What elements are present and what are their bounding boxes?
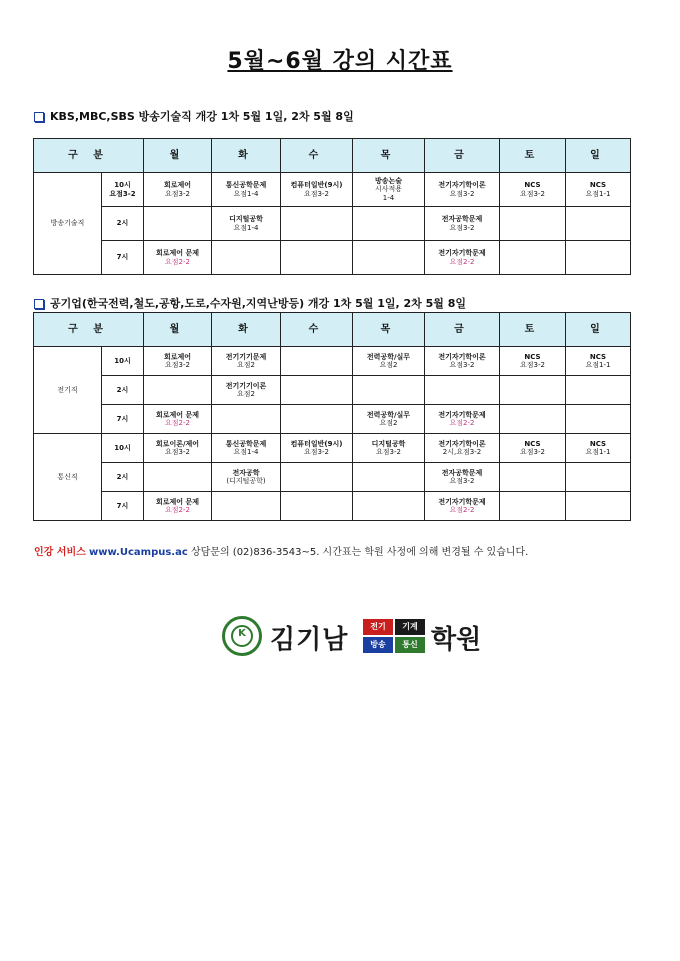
time-label (102, 207, 144, 241)
time-label: 7시 (102, 405, 144, 434)
course-detail: 1-4 (382, 193, 395, 202)
header-day: 일 (566, 139, 631, 173)
course-name: 컴퓨터일반(9시) (290, 439, 343, 448)
schedule-cell (144, 347, 212, 376)
academy-name: 김기남 (270, 625, 349, 655)
group-label: 방송기술직 (34, 173, 102, 275)
header-day: 일 (566, 313, 631, 347)
course-detail: 요점2 (379, 419, 398, 427)
schedule-cell (566, 173, 631, 207)
course-name: 전기기기문제 (225, 352, 267, 361)
time-label: 10시 (102, 347, 144, 376)
course-name: 전력공학/실무 (366, 352, 411, 361)
course-name: 통신공학문제 (225, 181, 267, 190)
schedule-cell (353, 241, 425, 275)
course-name: 회로제어 (163, 352, 192, 361)
time-label (102, 241, 144, 275)
subject-badges (363, 619, 427, 653)
academy-emblem-icon: K (222, 616, 262, 656)
course-detail: 요점1-1 (585, 189, 611, 198)
checkbox-bullet-icon (34, 112, 44, 122)
course-name: 전자공학문제 (441, 215, 483, 224)
page-title: 5월~6월 강의 시간표 (227, 49, 453, 74)
time-value: 2시 (116, 219, 129, 228)
header-day: 화 (212, 313, 281, 347)
course-detail: 시사적용 (374, 185, 403, 194)
header-day: 화 (212, 139, 281, 173)
schedule-cell (144, 241, 212, 275)
course-name: NCS (589, 352, 607, 361)
schedule-cell (212, 376, 281, 405)
schedule-cell (566, 463, 631, 492)
schedule-cell (566, 241, 631, 275)
header-day: 목 (353, 313, 425, 347)
table-row (34, 241, 631, 275)
course-detail: 요점3-2 (304, 189, 329, 198)
course-detail: 요점3-2 (304, 448, 329, 456)
schedule-cell (566, 492, 631, 521)
schedule-cell (425, 347, 500, 376)
course-name: 전자공학 (232, 468, 260, 477)
schedule-cell (500, 347, 566, 376)
course-detail: 요점2 (237, 361, 255, 369)
header-row (34, 313, 631, 347)
schedule-cell (212, 241, 281, 275)
schedule-cell (144, 434, 212, 463)
academy-logo (218, 613, 488, 663)
contact-text: 상담문의 (02)836-3543~5. 시간표는 학원 사정에 의해 변경될 수 있습니다. (190, 547, 529, 558)
schedule-cell (353, 405, 425, 434)
group-label: 전기직 (34, 347, 102, 434)
course-name: NCS (524, 181, 541, 190)
course-name: 회로제어 문제 (155, 497, 199, 506)
table-row (34, 434, 631, 463)
schedule-cell (425, 463, 500, 492)
online-service-label: 인강 서비스 (34, 547, 86, 558)
course-detail: (디지털공학) (226, 477, 266, 485)
badge-telecom: 통신 (395, 637, 425, 653)
schedule-cell (425, 376, 500, 405)
schedule-cell (566, 434, 631, 463)
checkbox-bullet-icon (34, 299, 44, 309)
course-detail: 요점1-1 (585, 361, 611, 369)
header-day: 월 (144, 313, 212, 347)
schedule-cell (212, 463, 281, 492)
badge-electric: 전기 (363, 619, 393, 635)
schedule-cell (500, 463, 566, 492)
time-label: 2시 (102, 376, 144, 405)
schedule-cell (281, 207, 353, 241)
course-name: 회로이론/제어 (155, 439, 200, 448)
course-detail: 요점1-1 (585, 448, 611, 456)
website-link[interactable]: www.Ucampus.ac (88, 547, 188, 558)
course-name: NCS (589, 439, 607, 448)
schedule-cell (425, 492, 500, 521)
schedule-cell (281, 241, 353, 275)
schedule-cell (144, 492, 212, 521)
schedule-cell (144, 207, 212, 241)
schedule-cell (425, 241, 500, 275)
header-day: 토 (500, 139, 566, 173)
table-row (34, 463, 631, 492)
course-name: 회로제어 (163, 181, 192, 190)
course-detail: 요점2-2 (165, 506, 190, 514)
header-category: 구 분 (34, 313, 144, 347)
schedule-cell (212, 492, 281, 521)
course-name: 컴퓨터일반(9시) (290, 181, 343, 190)
section2-heading: 공기업(한국전력,철도,공항,도로,수자원,지역난방등) 개강 1차 5월 1일, 2차 5월 8일 (34, 295, 466, 311)
header-day: 월 (144, 139, 212, 173)
course-detail: 요점2-2 (165, 257, 190, 266)
public-company-schedule-table (33, 312, 631, 521)
course-detail: 요점2-2 (449, 419, 475, 427)
header-day: 목 (353, 139, 425, 173)
schedule-cell (353, 347, 425, 376)
course-name: 회로제어 문제 (155, 249, 199, 258)
course-name: NCS (524, 352, 541, 361)
course-detail: 요점3-2 (449, 189, 475, 198)
course-detail: 2시,요점3-2 (442, 448, 482, 456)
header-day: 금 (425, 313, 500, 347)
schedule-cell (353, 463, 425, 492)
section1-heading: KBS,MBC,SBS 방송기술직 개강 1차 5월 1일, 2차 5월 8일 (34, 108, 354, 124)
badge-machine: 기계 (395, 619, 425, 635)
group-label: 통신직 (34, 434, 102, 521)
schedule-cell (353, 207, 425, 241)
time-label: 7시 (102, 492, 144, 521)
time-label: 10시 (102, 434, 144, 463)
header-day: 토 (500, 313, 566, 347)
course-detail: 요점1-4 (233, 189, 259, 198)
schedule-cell (281, 347, 353, 376)
course-detail: 요점2-2 (449, 506, 475, 514)
schedule-cell (212, 347, 281, 376)
broadcast-schedule-table (33, 138, 631, 275)
course-name: 전기자기학이론 (438, 439, 486, 448)
time-value: 7시 (116, 253, 129, 262)
course-name: 전기자기학문제 (438, 249, 486, 258)
schedule-cell (144, 376, 212, 405)
course-name: 전기기기이론 (225, 381, 267, 390)
schedule-cell (212, 173, 281, 207)
course-detail: 요점2-2 (449, 257, 475, 266)
time-label (102, 173, 144, 207)
header-day: 수 (281, 139, 353, 173)
schedule-cell (281, 463, 353, 492)
schedule-cell (353, 492, 425, 521)
schedule-cell (281, 376, 353, 405)
schedule-cell (425, 207, 500, 241)
course-detail: 요점3-2 (165, 189, 190, 198)
header-day: 수 (281, 313, 353, 347)
schedule-cell (500, 492, 566, 521)
table-row (34, 173, 631, 207)
course-name: 전기자기학이론 (438, 352, 486, 361)
schedule-cell (353, 376, 425, 405)
schedule-cell (500, 434, 566, 463)
schedule-cell (500, 173, 566, 207)
course-detail: 요점2 (237, 390, 255, 398)
schedule-cell (500, 241, 566, 275)
schedule-cell (281, 492, 353, 521)
course-name: 디지털공학 (371, 439, 406, 448)
schedule-cell (425, 173, 500, 207)
course-name: 디지털공학 (229, 215, 263, 224)
course-name: 전자공학문제 (441, 468, 483, 477)
course-detail: 요점3-2 (520, 361, 545, 369)
schedule-cell (425, 434, 500, 463)
schedule-cell (566, 207, 631, 241)
schedule-cell (144, 173, 212, 207)
schedule-cell (566, 347, 631, 376)
course-name: 전기자기학문제 (438, 410, 486, 419)
course-detail: 요점3-2 (165, 448, 190, 456)
course-detail: 요점2-2 (165, 419, 190, 427)
badge-broadcast: 방송 (363, 637, 393, 653)
schedule-cell (566, 405, 631, 434)
schedule-cell (500, 207, 566, 241)
schedule-cell (425, 405, 500, 434)
schedule-cell (500, 405, 566, 434)
course-detail: 요점3-2 (449, 361, 475, 369)
course-name: 전기자기학이론 (438, 181, 486, 190)
schedule-cell (212, 207, 281, 241)
schedule-cell (500, 376, 566, 405)
academy-suffix: 학원 (431, 625, 482, 655)
course-name: NCS (524, 439, 541, 448)
time-sub: 요점3-2 (109, 189, 136, 198)
schedule-cell (281, 434, 353, 463)
table-row (34, 376, 631, 405)
header-category: 구 분 (34, 139, 144, 173)
table-row (34, 347, 631, 376)
course-detail: 요점3-2 (520, 448, 545, 456)
course-detail: 요점3-2 (449, 223, 475, 232)
course-name: NCS (589, 181, 607, 190)
course-detail: 요점3-2 (376, 448, 401, 456)
table-row (34, 405, 631, 434)
header-row (34, 139, 631, 173)
course-detail: 요점3-2 (449, 477, 475, 485)
schedule-cell (212, 405, 281, 434)
schedule-cell (281, 173, 353, 207)
schedule-cell (353, 173, 425, 207)
schedule-cell (353, 434, 425, 463)
course-detail: 요점3-2 (520, 189, 545, 198)
course-name: 통신공학문제 (225, 439, 267, 448)
course-name: 전기자기학문제 (438, 497, 486, 506)
table-row (34, 492, 631, 521)
course-detail: 요점3-2 (165, 361, 190, 369)
table-row (34, 207, 631, 241)
time-value: 10시 (114, 181, 131, 190)
course-detail: 요점1-4 (233, 223, 259, 232)
course-name: 회로제어 문제 (155, 410, 199, 419)
schedule-cell (144, 405, 212, 434)
schedule-cell (144, 463, 212, 492)
course-name: 방송논술 (374, 177, 403, 186)
time-label: 2시 (102, 463, 144, 492)
header-day: 금 (425, 139, 500, 173)
schedule-cell (212, 434, 281, 463)
course-name: 전력공학/실무 (366, 410, 411, 419)
footer-notice (34, 543, 528, 558)
schedule-cell (566, 376, 631, 405)
course-detail: 요점1-4 (233, 448, 259, 456)
schedule-cell (281, 405, 353, 434)
course-detail: 요점2 (379, 361, 398, 369)
